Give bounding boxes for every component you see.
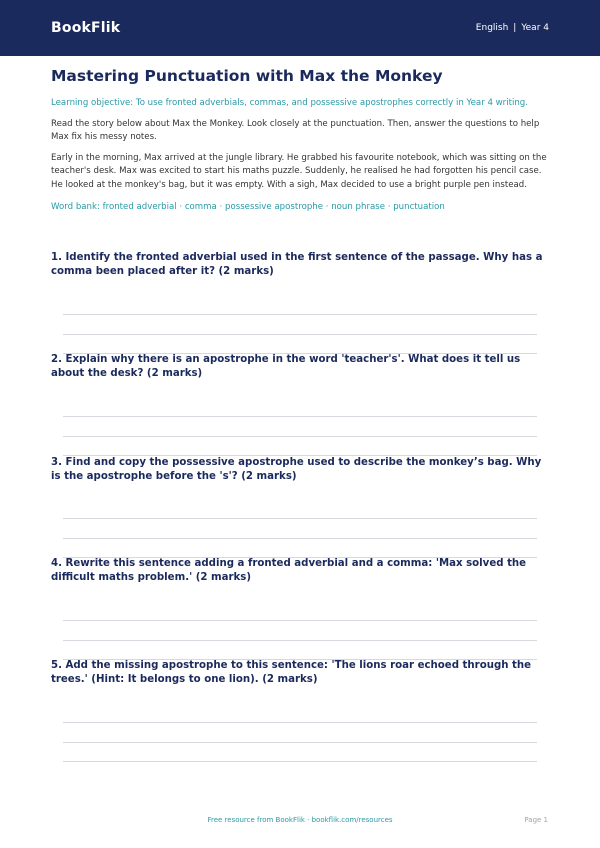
page-number: Page 1 (524, 816, 548, 824)
answer-line[interactable] (63, 620, 537, 621)
question-2: 2. Explain why there is an apostrophe in the word 'teacher's'. What does it tell us about the desk? (2 marks) (51, 354, 521, 379)
question-5: 5. Add the missing apostrophe to this sentence: 'The lions roar echoed through the trees.' (Hint: It belongs to one lion). (2 marks) (51, 660, 532, 685)
learning-objective: Learning objective: To use fronted adverbials, commas, and possessive apostrophes correctly in Year 4 writing. (51, 98, 528, 108)
site-header (0, 0, 600, 56)
question-3: 3. Find and copy the possessive apostrophe used to describe the monkey’s bag. Why is the apostrophe before the 's'? (2 marks) (51, 457, 542, 482)
answer-line[interactable] (63, 640, 537, 641)
instructions-paragraph: Read the story below about Max the Monkey. Look closely at the punctuation. Then, answer the questions to help Max fix his messy notes. (51, 119, 540, 143)
answer-line[interactable] (63, 314, 537, 315)
answer-line[interactable] (63, 416, 537, 417)
answer-line[interactable] (63, 436, 537, 437)
answer-line[interactable] (63, 761, 537, 762)
word-bank: Word bank: fronted adverbial · comma · possessive apostrophe · noun phrase · punctuation (51, 202, 445, 213)
worksheet-intro (51, 56, 551, 213)
meta-separator: | (513, 23, 517, 33)
header-meta (476, 23, 549, 33)
answer-line[interactable] (63, 538, 537, 539)
brand-logo-text[interactable]: BookFlik (51, 20, 121, 36)
story-passage: Early in the morning, Max arrived at the jungle library. He grabbed his favourite notebook, which was sitting on the teacher's desk. Max was excited to start his maths puzzle. Suddenly, he realised he had forgotten his pencil case. He looked at the monkey's bag, but it was empty. With a sigh, Max decided to use a bright purple pen instead. (51, 152, 547, 190)
page-footer (0, 816, 600, 830)
answer-line[interactable] (63, 722, 537, 723)
page-title: Mastering Punctuation with Max the Monkey (51, 67, 443, 85)
answer-line[interactable] (63, 334, 537, 335)
footer-credit-link[interactable]: Free resource from BookFlik · bookflik.com/resources (207, 816, 393, 824)
year-label: Year 4 (521, 23, 549, 33)
subject-label: English (475, 23, 509, 33)
answer-line[interactable] (63, 742, 537, 743)
question-1: 1. Identify the fronted adverbial used in the first sentence of the passage. Why has a comma been placed after it? (2 marks) (51, 252, 543, 277)
answer-line[interactable] (63, 518, 537, 519)
question-4: 4. Rewrite this sentence adding a fronted adverbial and a comma: 'Max solved the difficult maths problem.' (2 marks) (51, 558, 527, 583)
